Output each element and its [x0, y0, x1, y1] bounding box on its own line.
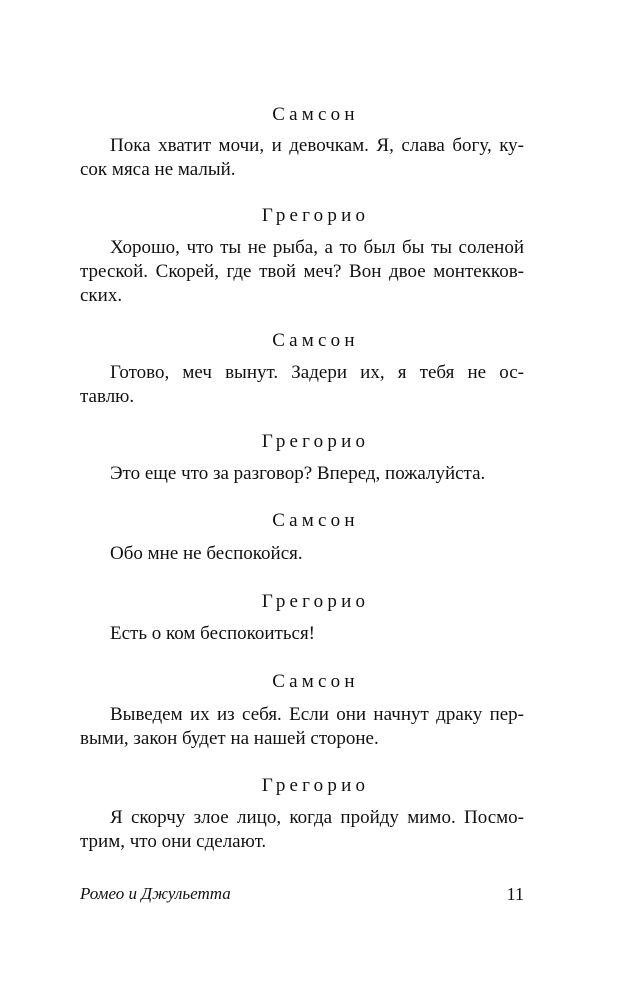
- speaker-name: Самсон: [272, 671, 359, 692]
- dialogue-line: Готово, меч вынут. Задери их, я тебя не ос-: [110, 362, 524, 383]
- page-number: 11: [506, 884, 524, 904]
- dialogue-line: Есть о ком беспокоиться!: [110, 623, 316, 644]
- dialogue-line: Пока хватит мочи, и девочкам. Я, слава богу, ку-: [110, 135, 524, 156]
- dialogue-line: тавлю.: [80, 386, 135, 407]
- running-title: Ромео и Джульетта: [80, 884, 231, 903]
- speaker-name: Самсон: [272, 510, 359, 531]
- dialogue-line: трим, что они сделают.: [80, 831, 267, 852]
- speaker-name: Грегорио: [261, 205, 370, 226]
- dialogue-line: Обо мне не беспокойся.: [110, 543, 303, 564]
- speaker-name: Самсон: [272, 330, 359, 351]
- speaker-name: Грегорио: [261, 431, 370, 452]
- dialogue-line: Хорошо, что ты не рыба, а то был бы ты соленой: [110, 237, 524, 258]
- speaker-name: Самсон: [272, 104, 359, 125]
- dialogue-line: сок мяса не малый.: [80, 159, 236, 180]
- dialogue-line: выми, закон будет на нашей стороне.: [80, 728, 379, 749]
- dialogue-line: Выведем их из себя. Если они начнут драку пер-: [110, 704, 524, 725]
- dialogue-line: Это еще что за разговор? Вперед, пожалуйста.: [110, 463, 486, 484]
- speaker-name: Грегорио: [261, 775, 370, 796]
- speaker-name: Грегорио: [261, 591, 370, 612]
- dialogue-line: треской. Скорей, где твой меч? Вон двое монтекков-: [80, 261, 524, 282]
- dialogue-line: Я скорчу злое лицо, когда пройду мимо. Посмо-: [110, 807, 524, 828]
- dialogue-line: ских.: [80, 285, 123, 306]
